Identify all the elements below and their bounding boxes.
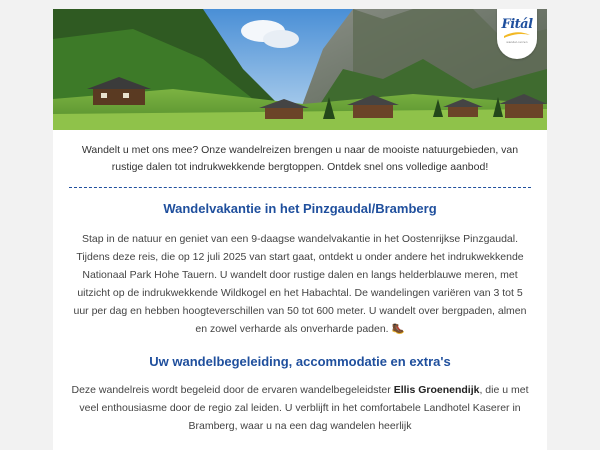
section2-title: Uw wandelbegeleiding, accommodatie en extra's	[149, 354, 451, 369]
swoosh-icon	[503, 30, 531, 39]
newsletter-email	[53, 9, 547, 450]
section2-body-end: , die u met veel enthousiasme door de regio zal leiden. U verblijft in het comfortabele Landhotel Kaserer in Bramberg, waar u na een dag wandelen heerlijk	[79, 384, 529, 432]
alpine-valley-photo	[53, 9, 547, 130]
guide-name: Ellis Groenendijk	[393, 384, 480, 396]
section1-title: Wandelvakantie in het Pinzgaudal/Bramberg	[163, 201, 437, 216]
section2-body-start: Deze wandelreis wordt begeleid door de ervaren wandelbegeleidster	[71, 384, 394, 396]
fital-logo[interactable]	[497, 9, 537, 59]
hero-banner[interactable]	[53, 9, 547, 130]
intro-text: Wandelt u met ons mee? Onze wandelreizen brengen u naar de mooiste natuurgebieden, van rustige dalen tot indrukwekkende bergtoppen. Ontdek snel ons volledige aanbod!	[81, 144, 519, 173]
logo-subtext: wandel-reizen	[506, 40, 528, 44]
section2-body	[71, 381, 529, 435]
section1-body: Stap in de natuur en geniet van een 9-daagse wandelvakantie in het Oostenrijkse Pinzgaudal. Tijdens deze reis, die op 12 juli 2025 van start gaat, ontdekt u onder andere het indrukwekkende Nationaal Park Hohe Tauern. U wandelt door rustige dalen en langs helderblauwe meren, met uitzicht op de indrukwekkende Wildkogel en het Habachtal. De wandelingen variëren van 3 tot 5 uur per dag en hebben hoogteverschillen van 50 tot 600 meter. U wandelt over bergpaden, almen en zowel verharde als onverharde paden. 🥾	[73, 233, 527, 335]
logo-text: Fitál	[501, 17, 533, 32]
section-divider	[69, 187, 531, 188]
